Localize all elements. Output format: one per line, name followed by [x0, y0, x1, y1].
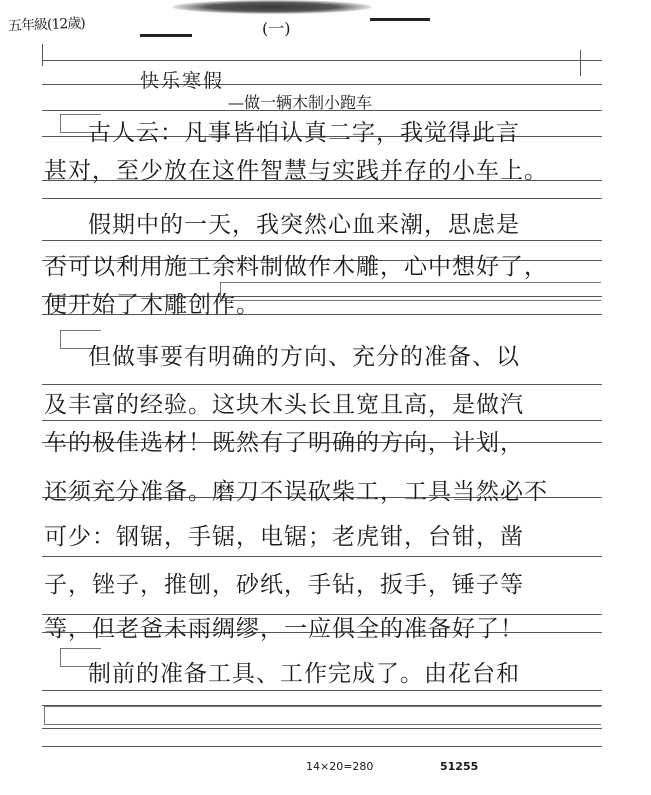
grid-line — [42, 384, 602, 385]
grid-box — [44, 706, 601, 725]
grid-line — [42, 556, 602, 557]
grid-tick — [580, 50, 581, 76]
grid-line — [42, 60, 602, 61]
header-dash-right — [370, 18, 430, 21]
essay-line: 及丰富的经验。这块木头长且宽且高，是做汽 — [44, 392, 524, 418]
essay-subtitle: —做一辆木制小跑车 — [228, 93, 373, 112]
grid-line — [42, 728, 602, 729]
essay-line: 甚对，至少放在这件智慧与实践并存的小车上。 — [44, 158, 548, 184]
grid-line — [42, 746, 602, 747]
essay-line: 否可以利用施工余料制做作木雕，心中想好了， — [44, 254, 548, 280]
paper-code: 51255 — [440, 760, 479, 773]
grid-line — [42, 84, 602, 85]
grade-note: 五年級(12歲) — [7, 15, 86, 35]
essay-title: 快乐寒假 — [140, 70, 225, 92]
grid-line — [42, 240, 602, 241]
essay-line: 子，锉子，推刨，砂纸，手钻，扳手，锤子等 — [44, 572, 524, 598]
essay-line: 车的极佳选材！既然有了明确的方向，计划， — [44, 430, 524, 456]
essay-line: 古人云：凡事皆怕认真二字，我觉得此言 — [88, 120, 520, 146]
essay-line: 等，但老爸未雨绸缪，一应俱全的准备好了！ — [44, 616, 524, 642]
essay-line: 假期中的一天，我突然心血来潮，思虑是 — [88, 212, 520, 238]
page-mark: (一) — [262, 19, 291, 38]
header-dash-left — [140, 34, 192, 37]
grid-line — [42, 690, 602, 691]
grid-line — [42, 420, 602, 421]
essay-line: 可少：钢锯，手锯，电锯；老虎钳，台钳，凿 — [44, 524, 524, 550]
essay-line: 制前的准备工具、工作完成了。由花台和 — [88, 661, 520, 687]
essay-line: 但做事要有明确的方向、充分的准备、以 — [88, 344, 520, 370]
grid-line — [42, 198, 602, 199]
grid-box — [220, 282, 601, 301]
grid-tick — [42, 44, 43, 66]
essay-line: 还须充分准备。磨刀不误砍柴工，工具当然必不 — [44, 479, 548, 505]
scan-smudge — [172, 0, 372, 14]
essay-line: 便开始了木雕创作。 — [44, 292, 260, 318]
grid-spec: 14×20=280 — [306, 760, 374, 773]
